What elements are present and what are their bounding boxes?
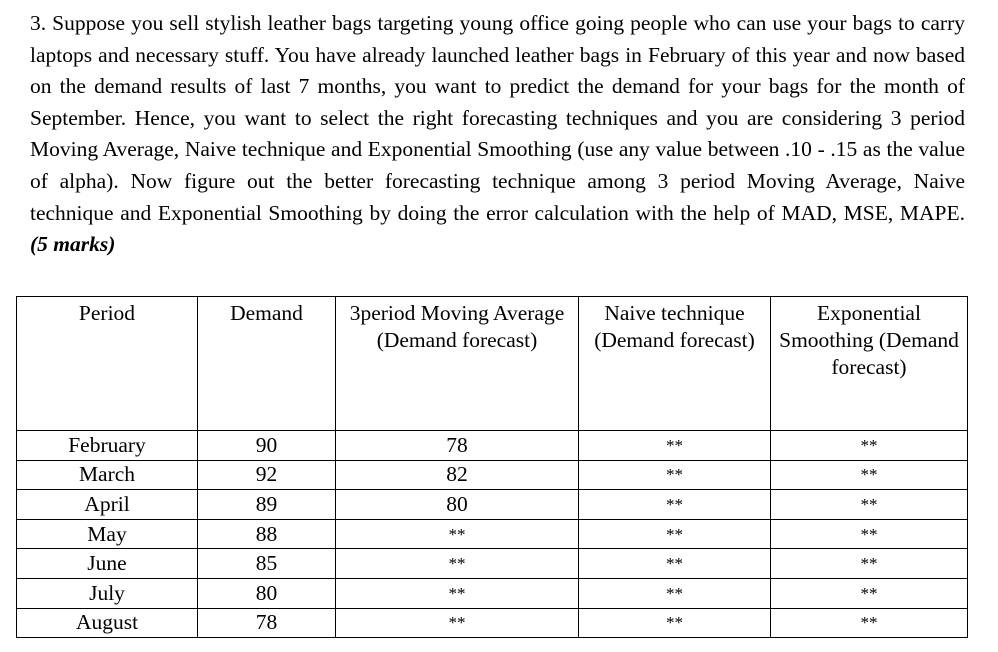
table-row — [17, 519, 968, 549]
cell-naive: ** — [579, 490, 771, 520]
header-exponential: Exponential Smoothing (Demand forecast) — [771, 297, 968, 431]
header-period: Period — [17, 297, 198, 431]
cell-naive: ** — [579, 578, 771, 608]
cell-demand: 90 — [198, 431, 336, 461]
cell-naive: ** — [579, 608, 771, 638]
header-demand: Demand — [198, 297, 336, 431]
cell-exponential: ** — [771, 490, 968, 520]
header-moving-average: 3period Moving Average (Demand forecast) — [336, 297, 579, 431]
table-row — [17, 578, 968, 608]
cell-demand: 78 — [198, 608, 336, 638]
cell-exponential: ** — [771, 549, 968, 579]
table-header-row — [17, 297, 968, 431]
cell-period: July — [17, 578, 198, 608]
question-marks: (5 marks) — [30, 232, 116, 257]
cell-demand: 80 — [198, 578, 336, 608]
cell-exponential: ** — [771, 608, 968, 638]
table-row — [17, 608, 968, 638]
cell-naive: ** — [579, 519, 771, 549]
table-row — [17, 431, 968, 461]
cell-naive: ** — [579, 460, 771, 490]
cell-naive: ** — [579, 549, 771, 579]
question-number: 3. — [30, 11, 47, 35]
cell-moving-average: ** — [336, 578, 579, 608]
cell-naive: ** — [579, 431, 771, 461]
cell-moving-average: ** — [336, 608, 579, 638]
cell-demand: 85 — [198, 549, 336, 579]
cell-exponential: ** — [771, 519, 968, 549]
cell-moving-average: ** — [336, 519, 579, 549]
table-row — [17, 460, 968, 490]
cell-period: February — [17, 431, 198, 461]
cell-period: May — [17, 519, 198, 549]
cell-exponential: ** — [771, 431, 968, 461]
table-row — [17, 549, 968, 579]
cell-moving-average: 82 — [336, 460, 579, 490]
cell-period: June — [17, 549, 198, 579]
cell-period: April — [17, 490, 198, 520]
header-naive: Naive technique (Demand forecast) — [579, 297, 771, 431]
cell-moving-average: 80 — [336, 490, 579, 520]
cell-exponential: ** — [771, 460, 968, 490]
question-text — [30, 8, 965, 261]
cell-exponential: ** — [771, 578, 968, 608]
cell-demand: 92 — [198, 460, 336, 490]
question-body: Suppose you sell stylish leather bags targeting young office going people who can use your bags to carry laptops and necessary stuff. You have already launched leather bags in February of this year and now based on the demand results of last 7 months, you want to predict the demand for your bags for the month of September. Hence, you want to select the right forecasting techniques and you are considering 3 period Moving Average, Naive technique and Exponential Smoothing (use any value between .10 - .15 as the value of alpha). Now figure out the better forecasting technique among 3 period Moving Average, Naive technique and Exponential Smoothing by doing the error calculation with the help of MAD, MSE, MAPE. — [30, 11, 965, 225]
cell-period: August — [17, 608, 198, 638]
table-row — [17, 490, 968, 520]
cell-period: March — [17, 460, 198, 490]
cell-moving-average: ** — [336, 549, 579, 579]
forecast-table — [16, 296, 968, 638]
cell-demand: 88 — [198, 519, 336, 549]
cell-moving-average: 78 — [336, 431, 579, 461]
cell-demand: 89 — [198, 490, 336, 520]
